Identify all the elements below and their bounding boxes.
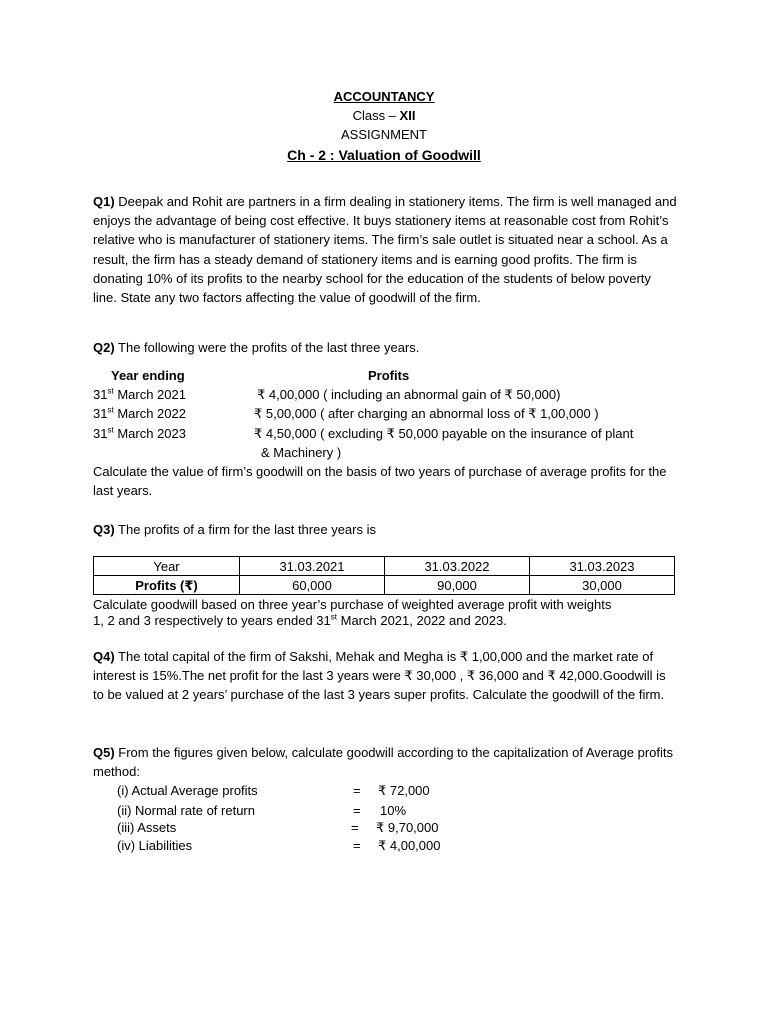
q2-label: Q2) (93, 340, 115, 355)
q5-item-label: (ii) Normal rate of return (117, 803, 255, 818)
q3-profit-table (93, 556, 675, 595)
table-cell: 60,000 (240, 576, 385, 595)
q5-item-label: (iv) Liabilities (117, 838, 193, 853)
q5-item-value: 10% (380, 803, 407, 818)
q5-label: Q5) (93, 745, 115, 760)
q5-item-value: ₹ 4,00,000 (378, 838, 441, 853)
q3-label: Q3) (93, 522, 115, 537)
q2-col-profits: Profits (368, 368, 410, 383)
table-cell: 30,000 (530, 576, 675, 595)
q2-col-year: Year ending (111, 368, 185, 383)
q3-instruction-line2: 1, 2 and 3 respectively to years ended 31st March 2021, 2022 and 2023. (93, 612, 507, 628)
q5-text: From the figures given below, calculate goodwill according to the capitalization of Average profits method: (93, 745, 674, 780)
q3-instruction-line1: Calculate goodwill based on three year’s purchase of weighted average profit with weights (93, 597, 612, 612)
q2-profit-2: ₹ 5,00,000 ( after charging an abnormal loss of ₹ 1,00,000 ) (254, 406, 599, 421)
q3-text: The profits of a firm for the last three years is (114, 522, 376, 537)
q5-item-label: (iii) Assets (117, 820, 177, 835)
table-header-cell: 31.03.2022 (385, 557, 530, 576)
table-header-row (94, 557, 675, 576)
table-cell: 90,000 (385, 576, 530, 595)
q2-year-2: 31st March 2022 (93, 405, 186, 421)
q4-label: Q4) (93, 649, 115, 664)
table-header-cell: 31.03.2021 (240, 557, 385, 576)
q5-item-value: ₹ 9,70,000 (376, 820, 439, 835)
q2-instruction: Calculate the value of firm’s goodwill on the basis of two years of purchase of average profits for the last years. (93, 464, 667, 499)
question-2 (93, 338, 678, 357)
q2-profit-3: ₹ 4,50,000 ( excluding ₹ 50,000 payable on the insurance of plant (254, 426, 634, 441)
q4-text: The total capital of the firm of Sakshi, Mehak and Megha is ₹ 1,00,000 and the market rate of interest is 15%.The net profit for the last 3 years were ₹ 30,000 , ₹ 36,000 and ₹ 42,000.Goodwill is to be valued at 2 years’ purchase of the last 3 years super profits. Calculate the goodwill of the firm. (93, 649, 666, 703)
table-cell: Profits (₹) (94, 576, 240, 595)
q1-text: Deepak and Rohit are partners in a firm dealing in stationery items. The firm is well managed and enjoys the advantage of being cost effective. It buys stationery items at reasonable cost from Rohit’s relative who is manufacturer of stationery items. The firm’s sale outlet is situated near a school. As a result, the firm has a steady demand of stationery items and is earning good profits. The firm is donating 10% of its profits to the nearby school for the education of the students of below poverty line. State any two factors affecting the value of goodwill of the firm. (93, 194, 677, 306)
chapter-title: Ch - 2 : Valuation of Goodwill (287, 147, 481, 163)
class-prefix: Class – (352, 108, 400, 123)
class-value: XII (399, 108, 416, 123)
q2-text: The following were the profits of the last three years. (114, 340, 420, 355)
table-row (94, 576, 675, 595)
q2-year-1: 31st March 2021 (93, 386, 186, 402)
q5-item-eq: = (351, 820, 359, 835)
doc-type: ASSIGNMENT (341, 127, 427, 142)
table-header-cell: 31.03.2023 (530, 557, 675, 576)
q5-item-eq: = (353, 803, 361, 818)
question-1 (93, 192, 678, 307)
q5-item-eq: = (353, 838, 361, 853)
q2-year-3: 31st March 2023 (93, 425, 186, 441)
question-5 (93, 743, 678, 781)
question-3 (93, 520, 678, 539)
q5-item-label: (i) Actual Average profits (117, 783, 258, 798)
subject-title: ACCOUNTANCY (333, 89, 435, 104)
question-4 (93, 647, 678, 705)
class-line (0, 106, 768, 125)
q2-profit-3-cont: & Machinery ) (261, 445, 342, 460)
q2-profit-1: ₹ 4,00,000 ( including an abnormal gain of ₹ 50,000) (257, 387, 561, 402)
q5-item-value: ₹ 72,000 (378, 783, 430, 798)
q5-item-eq: = (353, 783, 361, 798)
table-header-cell: Year (94, 557, 240, 576)
q1-label: Q1) (93, 194, 115, 209)
